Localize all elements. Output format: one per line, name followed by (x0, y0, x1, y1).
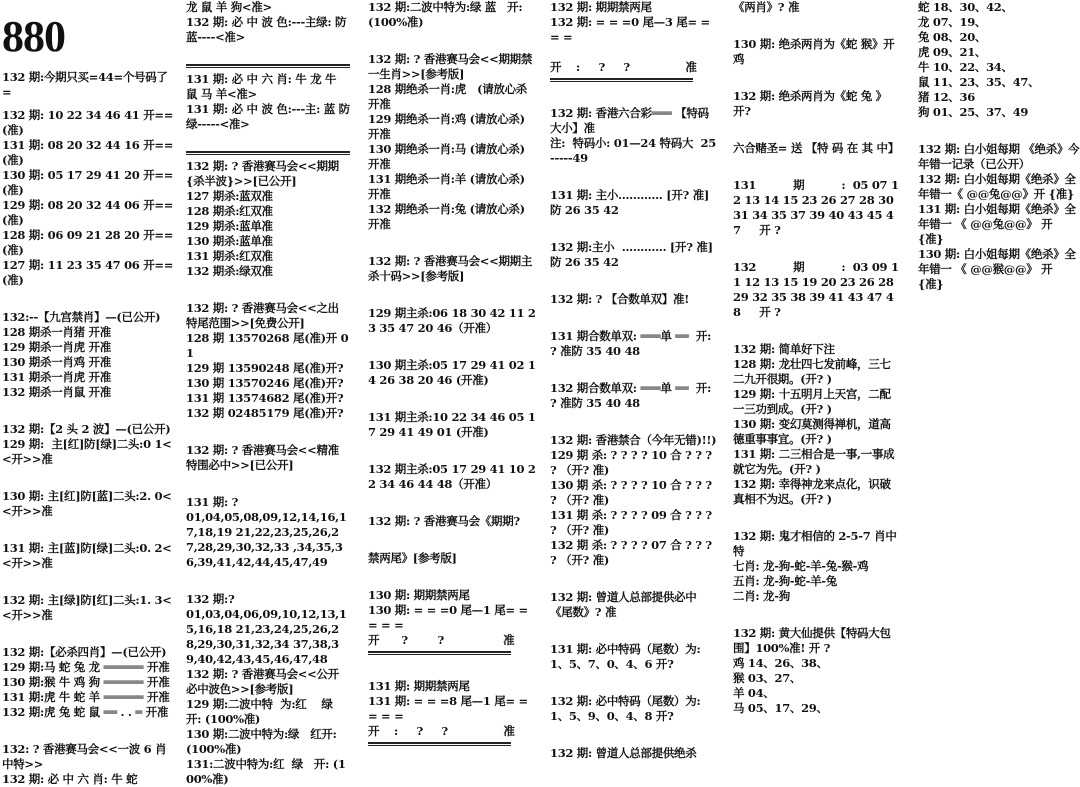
banbo-row: 130 期杀:蓝单准 (186, 234, 273, 248)
section-title-sisha: 132 期:【必杀四肖】—(已公开) (2, 645, 167, 659)
sisha-row: 132 期:虎 兔 蛇 鼠 ══ . . ═ 开准 (2, 705, 169, 719)
history-row: 131 期: 08 20 32 44 16 开==(准) (2, 138, 174, 167)
weishu-row: 128 期 13570268 尾(准)开 01 (186, 331, 349, 360)
shi-row: 132 期: 幸得神龙来点化，识破真相不为迟。(开? ) (733, 477, 891, 506)
spacer (550, 307, 718, 329)
history-row: 130 期: 05 17 29 41 20 开==(准) (2, 168, 174, 197)
bose-line: 132 期: 必 中 波 色:---主绿: 防蓝----<准> (186, 15, 347, 44)
jinhe-row: 131 期 杀: ? ? ? ? 09 合 ? ? ? ? （开? 准) (550, 508, 716, 537)
weishu-row: 131 期 13574682 尾(准)开? (186, 391, 344, 405)
divider (186, 64, 350, 68)
jinhe-row: 130 期 杀: ? ? ? ? 10 合 ? ? ? ? （开? 准) (550, 478, 716, 507)
spacer (2, 100, 174, 108)
weishu-row: 129 期 13590248 尾(准)开? (186, 361, 344, 375)
p131-numbers: 01,04,05,08,09,12,14,16,17,18,19 21,22,23,25,26,27,28,29,30,32,33 ,34,35,36,39,41,42,44,45,47,49 (186, 510, 347, 569)
p131-title: 131 期: 期期禁两尾 (368, 679, 470, 693)
erbo-line: 132 期:二波中特为:绿 蓝 开: (100%准) (368, 0, 526, 29)
p132-title: 132 期: 期期禁两尾 (550, 0, 652, 14)
banbo-row: 127 期杀:蓝双准 (186, 189, 273, 203)
spacer (550, 166, 718, 188)
liangtou-row: 131 期: 主[蓝]防[绿]二头:0. 2<<开>>准 (2, 541, 172, 570)
section-title-dusheng: 六合赌圣= 送 【特 码 在 其 中】 (733, 141, 899, 155)
sisha-row: 131 期:虎 牛 蛇 羊 ══════ 开准 (2, 690, 170, 704)
section-title-jinhe: 132 期: 香港禁合（今年无错)!!) (550, 433, 717, 447)
spacer (368, 529, 536, 551)
juesha-row: 132 期: 绝杀两肖为《蛇 兔 》开? (733, 89, 887, 118)
spacer (368, 388, 536, 410)
spacer (550, 568, 718, 590)
shi-row: 128 期: 龙壮四七发前峰，三七二九开很期。(开? ) (733, 357, 891, 386)
shi-row: 129 期: 十五明月上天宫，二配一三功到成。(开? ) (733, 387, 891, 416)
spacer (186, 45, 350, 60)
p132-open: 开 : ? ? 准 (550, 60, 697, 74)
spacer (550, 270, 718, 292)
huang-row: 马 05、17、29、 (733, 701, 828, 715)
spacer (550, 84, 718, 106)
bizhong-row: 131 期: 必中特码（尾数）为: 1、5、7、0、4、6 开? (550, 642, 705, 671)
daxiao-note: 注: 特码小: 01—24 特码大 25-----49 (550, 136, 716, 165)
section-title-weishu: 132 期: ? 香港赛马会<<之出特尾范围>>[免费公开] (186, 301, 339, 330)
shi-row: 131 期: 二三相合是一事,一事成就它为先。(开? ) (733, 447, 895, 476)
jiugong-row: 130 期杀一肖鸡 开准 (2, 355, 111, 369)
bizhong-row: 132 期: 必中特码（尾数）为: 1、5、9、0、4、8 开? (550, 694, 705, 723)
p131-result: 131 期: = = =8 尾—1 尾= = = = = (368, 694, 532, 723)
intro-line: 132 期:今期只买=44=个号码了= (2, 70, 168, 99)
jiugong-row: 128 期杀一肖猪 开准 (2, 325, 111, 339)
column-1 (2, 0, 174, 786)
shima-row: 132 期主杀:05 17 29 41 10 22 34 46 44 48（开准） (368, 462, 536, 491)
jiugong-row: 132 期杀一肖鼠 开准 (2, 385, 111, 399)
shima-row: 130 期主杀:05 17 29 41 02 14 26 38 20 46 (开准) (368, 358, 536, 387)
spacer (368, 232, 536, 254)
section-title-shengxiao: 132 期: ? 香港赛马会<<期期禁一生肖>>[参考版] (368, 52, 533, 81)
column-3 (368, 0, 536, 738)
spacer (368, 284, 536, 306)
section-title-jingzhun: 132 期: ? 香港赛马会<<精准特围必中>>[已公开] (186, 443, 339, 472)
p130-title: 130 期: 期期禁两尾 (368, 588, 470, 602)
daxiao-row: 132 期:主小 ............ [开? 准] 防 26 35 42 (550, 240, 721, 269)
spacer (368, 566, 536, 588)
spacer (186, 279, 350, 301)
section-title-bai: 132 期: 白小姐每期 《绝杀》今年错一记录（已公开） (918, 142, 1080, 171)
liangtou-row: 130 期: 主[红]防[蓝]二头:2. 0<<开>>准 (2, 489, 172, 518)
spacer (368, 492, 536, 514)
p132-result: 132 期: = = =0 尾—3 尾= = = = (550, 15, 714, 44)
spacer (186, 421, 350, 443)
section-title-heshu: 132 期: ? 【合数单双】准! (550, 292, 689, 306)
juesha-row: 130 期: 绝杀两肖为《蛇 猴》开鸡 (733, 37, 895, 66)
banbo-row: 128 期杀:红双准 (186, 204, 273, 218)
section-title-juesha: 132 期: 曾道人总部提供绝杀 (550, 746, 697, 760)
spacer (550, 620, 718, 642)
guicai-row: 五肖: 龙-狗-蛇-羊-兔 (733, 574, 837, 588)
sisha-row: 130 期:猴 牛 鸡 狗 ══════ 开准 (2, 675, 170, 689)
liuxiao-cont: 龙 鼠 羊 狗<准> (186, 0, 272, 14)
shima-row: 129 期主杀:06 18 30 42 11 23 35 47 20 46（开准） (368, 306, 536, 335)
p130-result: 130 期: = = =0 尾—1 尾= = = = = (368, 603, 532, 632)
bai-row: 130 期: 白小姐每期《绝杀》全年错一 《 @@猴@@》 开 {准} (918, 247, 1076, 291)
p131-label: 131 期: ? (186, 495, 239, 509)
divider (368, 651, 511, 655)
shengxiao-row: 131 期绝杀一肖:羊 (请放心杀) 开准 (368, 172, 529, 201)
shi-row: 130 期: 变幻莫测得禅机，道高德重事事宜。(开? ) (733, 417, 891, 446)
shengxiao-row: 129 期绝杀一肖:鸡 (请放心杀) 开准 (368, 112, 529, 141)
spacer (733, 119, 901, 141)
spacer (186, 570, 350, 592)
spacer (186, 132, 350, 147)
section-title-liangwei: 132 期: ? 香港赛马会《期期? (368, 514, 520, 528)
guicai-row: 二肖: 龙-狗 (733, 589, 790, 603)
section-title-huang: 132 期: 黄大仙提供【特码大包围】100%准! 开 ? (733, 626, 891, 655)
spacer (2, 571, 174, 593)
spacer (2, 720, 174, 742)
spacer (550, 724, 718, 746)
jiugong-row: 129 期杀一肖虎 开准 (2, 340, 111, 354)
guicai-row: 七肖: 龙-狗-蛇-羊-兔-猴-鸡 (733, 559, 869, 573)
weishu-row: 130 期 13570246 尾(准)开? (186, 376, 344, 390)
huang-row: 蛇 18、30、42、 (918, 0, 1013, 14)
section-title-guicai: 132 期: 鬼才相信的 2-5-7 肖中特 (733, 529, 897, 558)
section-title-bose: 132 期: ? 香港赛马会<<公开必中波色>>[参考版] (186, 667, 339, 696)
huang-row: 鸡 14、26、38、 (733, 656, 828, 670)
bai-row: 131 期: 白小姐每期《绝杀》全年错一 《 @@兔@@》 开 {准} (918, 202, 1076, 246)
huang-row: 猴 03、27、 (733, 671, 802, 685)
section-title-jiugong: 132:--【九宫禁肖】—(已公开) (2, 310, 161, 324)
divider (368, 742, 511, 746)
spacer (733, 156, 901, 178)
spacer (368, 336, 536, 358)
bai-row: 132 期: 白小姐每期《绝杀》全年错一《 @@兔@@》开 {准} (918, 172, 1076, 201)
spacer (733, 507, 901, 529)
spacer (733, 320, 901, 342)
column-5 (733, 0, 901, 718)
column-4 (550, 0, 721, 760)
history-list (2, 108, 174, 288)
section-title-shima: 132 期: ? 香港赛马会<<期期主杀十码>>[参考版] (368, 254, 533, 283)
p131-open: 开 : ? ? 准 (368, 724, 515, 738)
divider (186, 151, 350, 155)
huang-row: 虎 09、21、 (918, 45, 987, 59)
liangtou-row: 132 期: 主[绿]防[红]二头:1. 3<<开>>准 (2, 593, 172, 622)
divider (550, 78, 693, 82)
section-title-daxiao: 132 期: 香港六合彩═══ 【特码大小】准 (550, 106, 709, 135)
huang-row: 鼠 11、23、35、47、 (918, 75, 1040, 89)
spacer (733, 604, 901, 626)
spacer (918, 120, 1080, 142)
shengxiao-row: 128 期绝杀一肖:虎 (请放心杀 开准 (368, 82, 531, 111)
section-title-shi: 132 期: 简单好下注 (733, 342, 835, 356)
section-title-liangtou: 132 期:【2 头 2 波】—(已公开) (2, 422, 171, 436)
bose-row: 131:二波中特为:红 绿 开: (100%准) (186, 757, 346, 786)
spacer (550, 45, 718, 60)
spacer (186, 473, 350, 495)
section-title-yibo: 132: ? 香港赛马会<<一波 6 肖中特>> (2, 742, 167, 771)
spacer (2, 288, 174, 310)
huang-row: 龙 07、19、 (918, 15, 987, 29)
spacer (368, 440, 536, 462)
history-row: 129 期: 08 20 32 44 06 开==(准) (2, 198, 174, 227)
dusheng-131: 131 期 : 05 07 12 13 14 15 23 26 27 28 30 31 34 35 37 39 40 43 45 47 开 ? (733, 178, 901, 237)
spacer (2, 623, 174, 645)
spacer (2, 467, 174, 489)
jiugong-row: 131 期杀一肖虎 开准 (2, 370, 111, 384)
sisha-row: 129 期:马 蛇 兔 龙 ══════ 开准 (2, 660, 170, 674)
huang-row: 牛 10、22、34、 (918, 60, 1013, 74)
section-title-bizhong: 132 期: 曾道人总部提供必中《尾数》? 准 (550, 590, 697, 619)
shima-row: 131 期主杀:10 22 34 46 05 17 29 41 49 01 (开准) (368, 410, 536, 439)
banbo-row: 131 期杀:红双准 (186, 249, 273, 263)
weishu-row: 132 期 02485179 尾(准)开? (186, 406, 344, 420)
p132-label: 132 期:? (186, 592, 235, 606)
juesha-title-cont: 《两肖》? 准 (733, 0, 800, 14)
yibo-line: 132 期: 必 中 六 肖: 牛 蛇 (2, 772, 138, 786)
jinhe-row: 129 期 杀: ? ? ? ? 10 合 ? ? ? ? （开? 准) (550, 448, 716, 477)
huang-row: 羊 04、 (733, 686, 775, 700)
p132-numbers: 01,03,04,06,09,10,12,13,15,16,18 21,23,24,25,26,28,29,30,31,32,34 37,38,39,40,42,43,45,46,47,48 (186, 607, 347, 666)
banbo-row: 129 期杀:蓝单准 (186, 219, 273, 233)
spacer (733, 67, 901, 89)
spacer (2, 400, 174, 422)
p130-open: 开 ? ? 准 (368, 633, 515, 647)
history-row: 127 期: 11 23 35 47 06 开==(准) (2, 258, 174, 287)
spacer (550, 218, 718, 240)
banbo-row: 132 期杀:绿双准 (186, 264, 273, 278)
bose-row: 129 期:二波中特 为:红 绿 开: (100%准) (186, 697, 337, 726)
huang-row: 狗 01、25、37、49 (918, 105, 1029, 119)
spacer (733, 15, 901, 37)
dusheng-132: 132 期 : 03 09 11 12 13 15 19 20 23 26 28 29 32 35 38 39 41 43 47 48 开 ? (733, 260, 901, 319)
jinhe-row: 132 期 杀: ? ? ? ? 07 合 ? ? ? ? （开? 准) (550, 538, 716, 567)
spacer (550, 411, 718, 433)
prev-bose: 131 期: 必 中 波 色:---主: 蓝 防绿-----<准> (186, 102, 350, 131)
column-2 (186, 0, 350, 786)
heshu-row: 132 期合数单双: ═══单 ══ 开: ? 准防 35 40 48 (550, 381, 715, 410)
prev-liuxiao: 131 期: 必 中 六 肖: 牛 龙 牛 鼠 马 羊<准> (186, 72, 340, 101)
spacer (2, 519, 174, 541)
huang-row: 猪 12、36 (918, 90, 975, 104)
spacer (733, 238, 901, 260)
spacer (550, 672, 718, 694)
bose-row: 130 期:二波中特为:绿 红开: (100%准) (186, 727, 341, 756)
history-row: 132 期: 10 22 34 46 41 开==(准) (2, 108, 174, 137)
column-6 (918, 0, 1080, 718)
shengxiao-row: 130 期绝杀一肖:马 (请放心杀) 开准 (368, 142, 529, 171)
spacer (368, 30, 536, 52)
liangtou-row: 129 期: 主[红]防[绿]二头:0 1<<开>>准 (2, 437, 172, 466)
history-row: 128 期: 06 09 21 28 20 开==(准) (2, 228, 174, 257)
daxiao-row: 131 期: 主小............ [开? 准] 防 26 35 42 (550, 188, 713, 217)
spacer (368, 657, 536, 679)
shengxiao-row: 132 期绝杀一肖:兔 (请放心杀) 开准 (368, 202, 529, 231)
spacer (550, 359, 718, 381)
huang-row: 兔 08、20、 (918, 30, 987, 44)
section-title-banbo: 132 期: ? 香港赛马会<<期期{杀半波}>>[已公开] (186, 159, 339, 188)
section-title-liangwei-2: 禁两尾》[参考版] (368, 551, 457, 565)
heshu-row: 131 期合数单双: ═══单 ══ 开: ? 准防 35 40 48 (550, 329, 715, 358)
logo: 880 (2, 12, 65, 61)
